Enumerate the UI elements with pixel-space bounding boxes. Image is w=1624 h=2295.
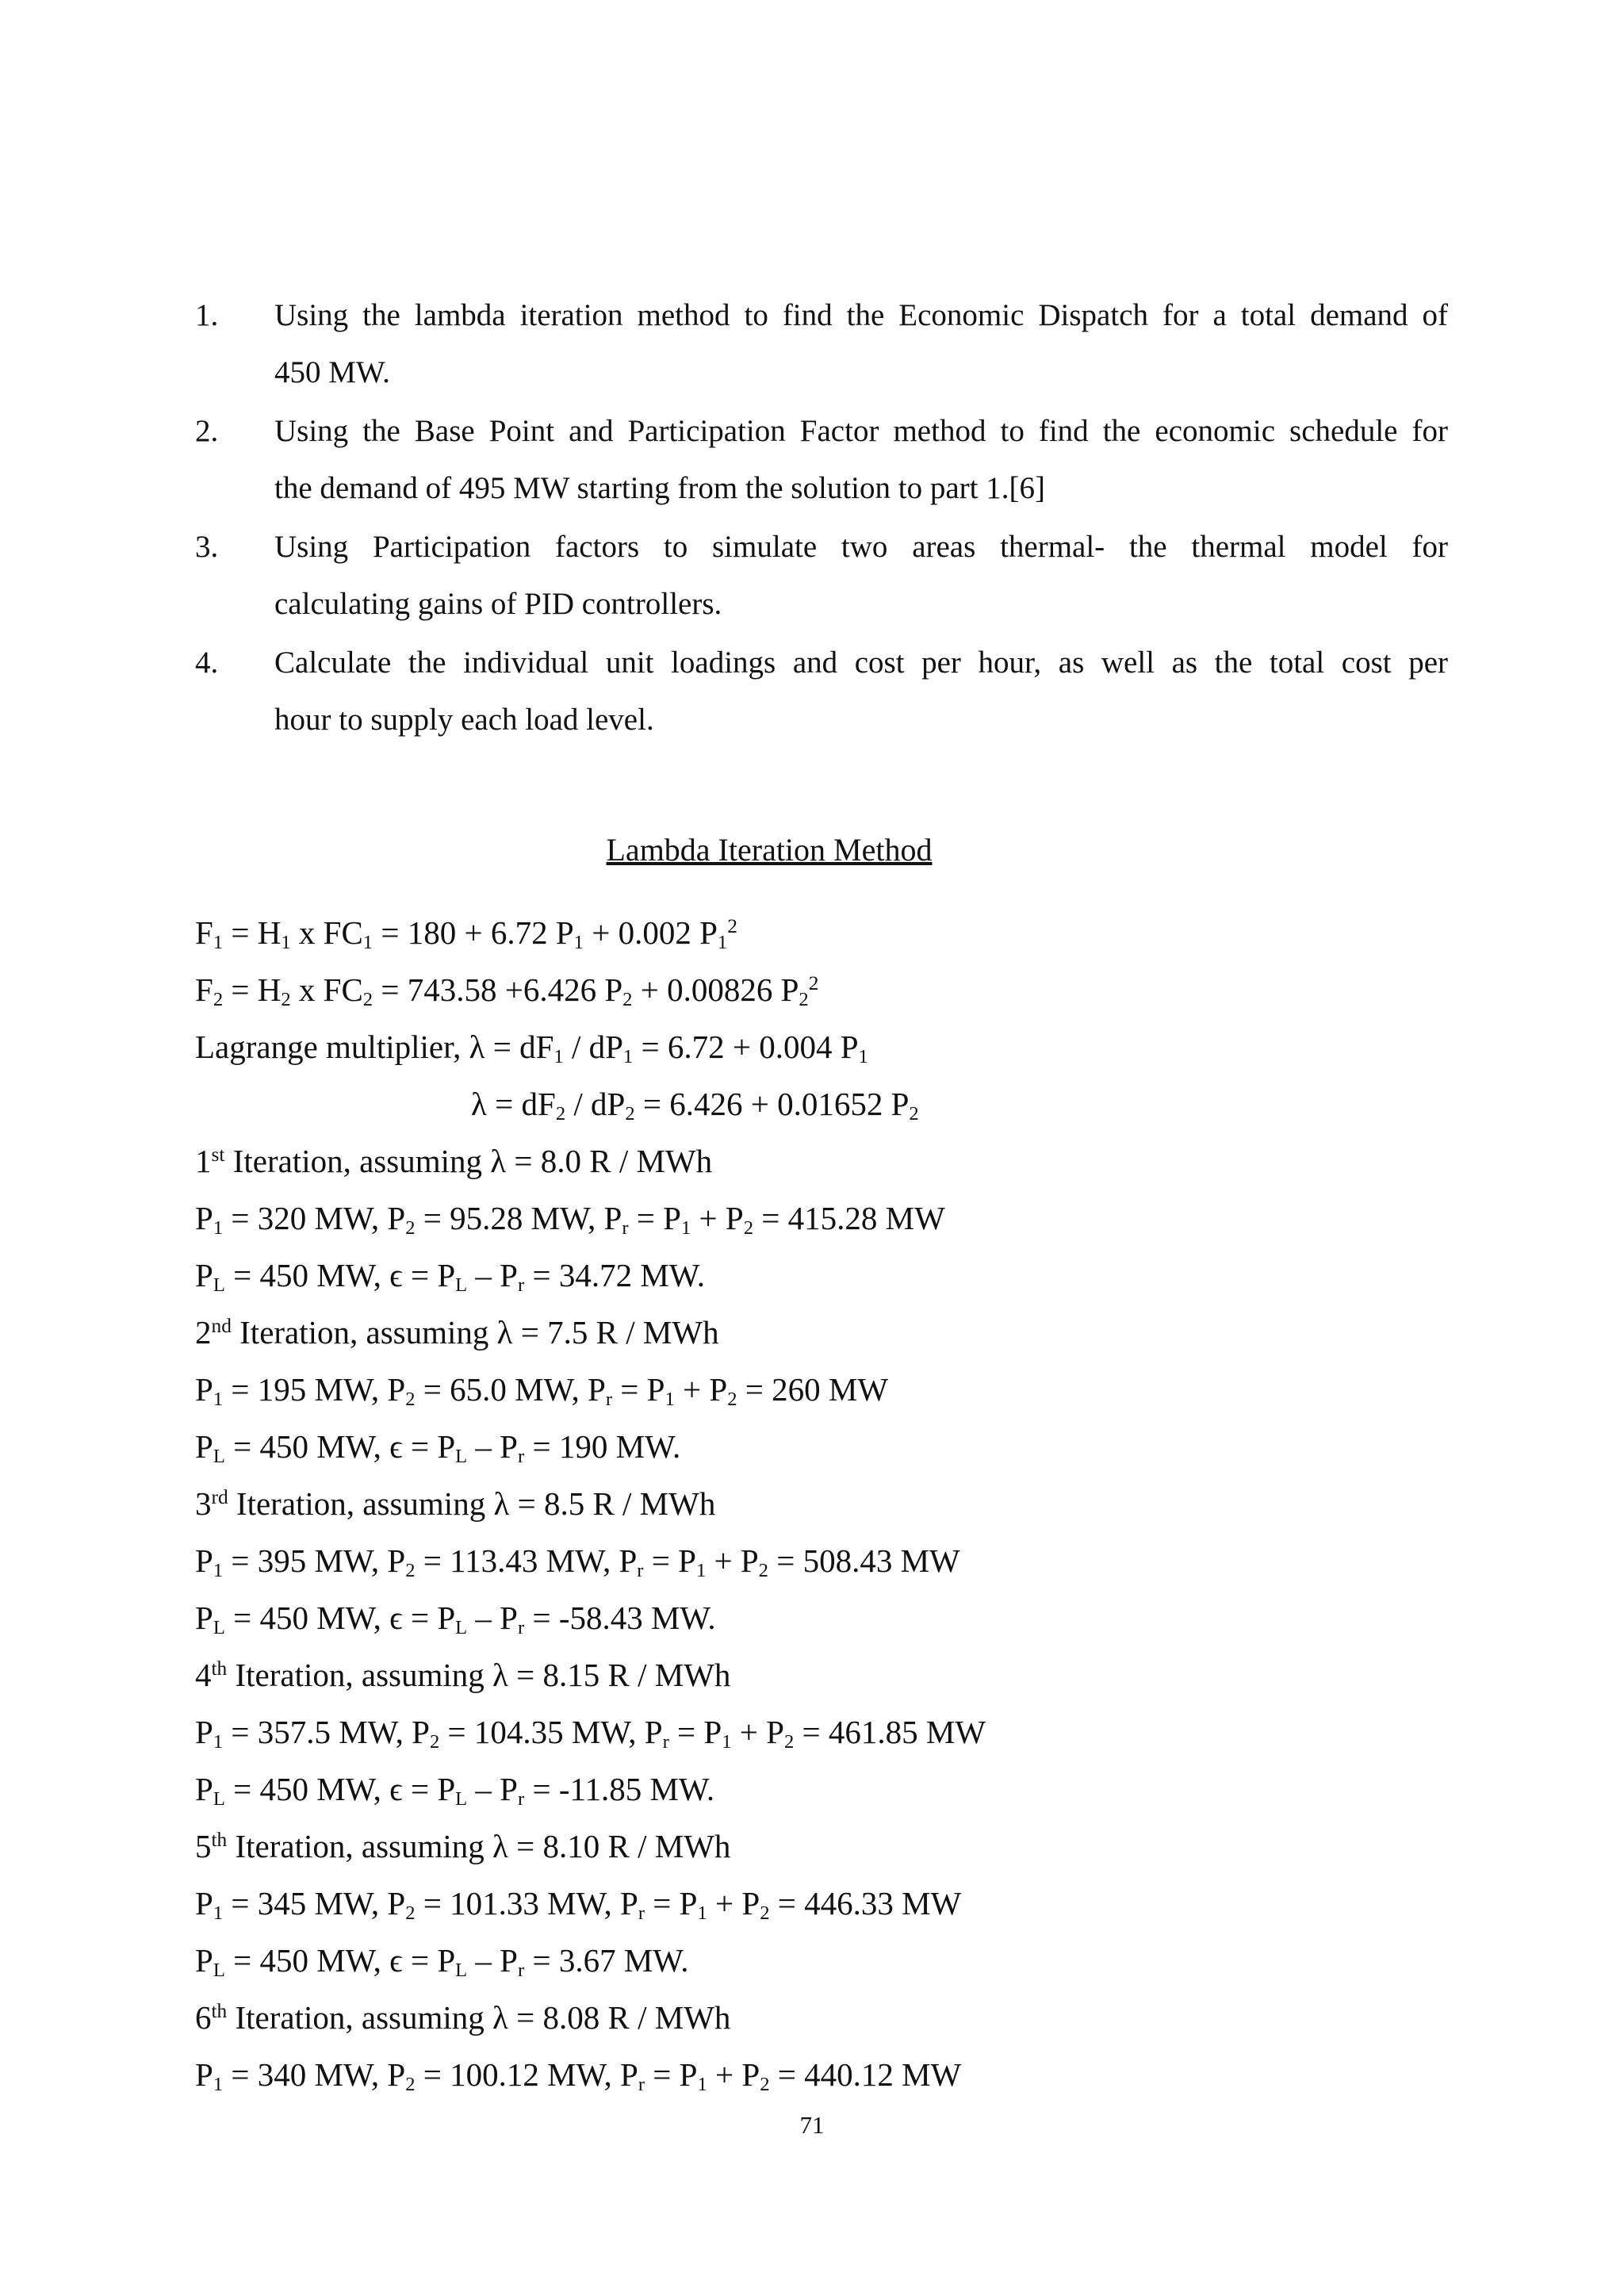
iteration-powers: $P_1 = 320$ MW, $P_2 = 95.28$ MW, $P_r = P_1 + P_2 = 415.28$ MW [195,1200,945,1239]
numbered-list [195,287,1448,749]
iteration-heading: 3rd Iteration, assuming λ = 8.5 R / MWh [195,1485,716,1522]
list-number: 2. [195,414,219,448]
iteration-heading: 5th Iteration, assuming λ = 8.10 R / MWh [195,1828,731,1864]
iteration-heading: 2nd Iteration, assuming λ = 7.5 R / MWh [195,1314,719,1351]
list-text-line: Using Participation factors to simulate two areas thermal- the thermal model for [274,530,1448,564]
list-text-line: hour to supply each load level. [274,703,654,737]
list-item [195,403,1448,517]
list-item [195,287,1448,401]
equation-f1: $F_1 = H_1$ x $FC_1 = 180 + 6.72$ $P_1 + 0.002$ $P_1^2$ [195,914,737,954]
equation-f2: $F_2 = H_2$ x $FC_2 = 743.58 +6.426$ $P_2 + 0.00826$ $P_2^2$ [195,971,819,1011]
iteration-heading: 1st Iteration, assuming λ = 8.0 R / MWh [195,1143,713,1179]
iteration-powers: $P_1 = 357.5$ MW, $P_2 = 104.35$ MW, $P_r = P_1 + P_2 = 461.85$ MW [195,1714,986,1753]
list-text-line: Calculate the individual unit loadings and cost per hour, as well as the total cost per [274,646,1448,680]
iteration-powers: $P_1 = 345$ MW, $P_2 = 101.33$ MW, $P_r = P_1 + P_2 = 446.33$ MW [195,1885,962,1925]
list-text-line: calculating gains of PID controllers. [274,587,722,621]
list-number: 3. [195,530,219,564]
iteration-error: $P_L = 450$ MW, $\epsilon = P_L - P_r = -58.43$ MW. [195,1600,716,1639]
iteration-error: $P_L = 450$ MW, $\epsilon = P_L - P_r = 34.72$ MW. [195,1257,705,1297]
iteration-powers: $P_1 = 395$ MW, $P_2 = 113.43$ MW, $P_r = P_1 + P_2 = 508.43$ MW [195,1542,960,1582]
list-item [195,634,1448,749]
iteration-powers: $P_1 = 195$ MW, $P_2 = 65.0$ MW, $P_r = P_1 + P_2 = 260$ MW [195,1371,889,1411]
list-text-line: Using the lambda iteration method to find the Economic Dispatch for a total demand of [274,298,1448,332]
list-text-line: the demand of 495 MW starting from the solution to part 1.[6] [274,471,1045,505]
list-text-line: 450 MW. [274,355,390,389]
section-heading: Lambda Iteration Method [606,832,933,868]
iteration-error: $P_L = 450$ MW, $\epsilon = P_L - P_r = -11.85$ MW. [195,1771,715,1810]
iteration-powers: $P_1 = 340$ MW, $P_2 = 100.12$ MW, $P_r = P_1 + P_2 = 440.12$ MW [195,2056,962,2096]
iteration-error: $P_L = 450$ MW, $\epsilon = P_L - P_r = 190$ MW. [195,1428,681,1468]
equation-lagrange-1: Lagrange multiplier, $\lambda = dF_1 / dP_1 = 6.72 + 0.004$ $P_1$ [195,1029,868,1068]
list-item [195,519,1448,633]
list-number: 4. [195,646,219,680]
iteration-heading: 6th Iteration, assuming λ = 8.08 R / MWh [195,1999,731,2036]
iteration-error: $P_L = 450$ MW, $\epsilon = P_L - P_r = 3.67$ MW. [195,1942,689,1982]
equation-lagrange-2: $\lambda = dF_2 / dP_2 = 6.426 + 0.01652$ $P_2$ [471,1086,919,1125]
list-text-line: Using the Base Point and Participation Factor method to find the economic schedule for [274,414,1448,448]
list-number: 1. [195,298,219,332]
iteration-heading: 4th Iteration, assuming λ = 8.15 R / MWh [195,1657,731,1693]
page-number: 71 [799,2111,825,2139]
